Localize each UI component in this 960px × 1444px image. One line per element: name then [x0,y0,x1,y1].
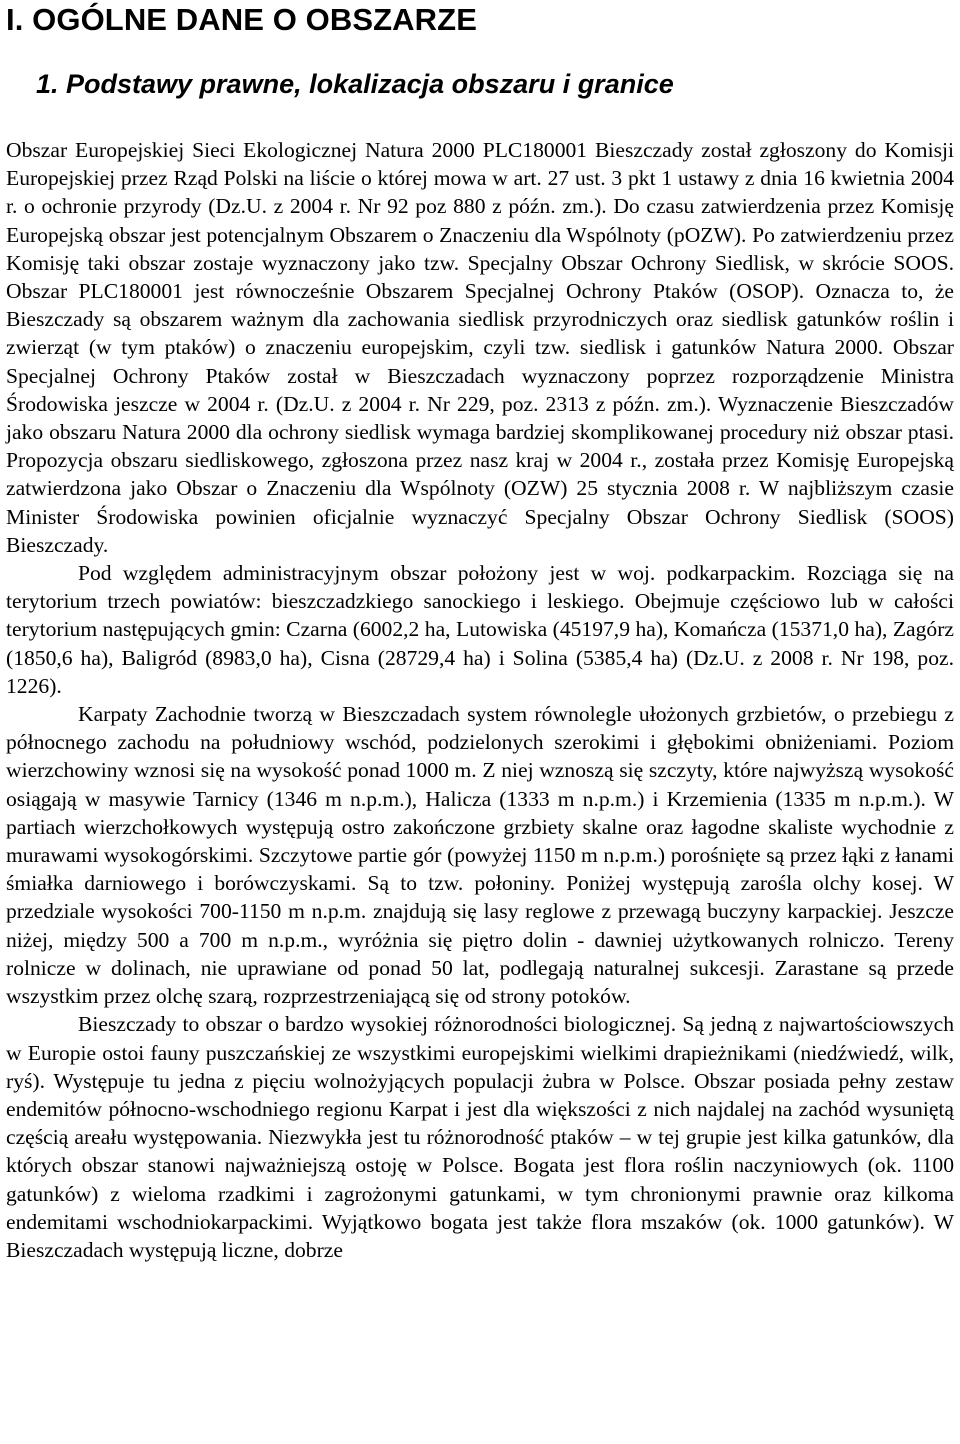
paragraph-geography: Karpaty Zachodnie tworzą w Bieszczadach system równolegle ułożonych grzbietów, o przebiegu z północnego zachodu na południowy wschód, podzielonych szerokimi i głębokimi obniżeniami. Poziom wierzchowiny wznosi się na wysokość ponad 1000 m. Z niej wznoszą się szczyty, które najwyższą wysokość osiągają w masywie Tarnicy (1346 m n.p.m.), Halicza (1333 m n.p.m.) i Krzemienia (1335 m n.p.m.). W partiach wierzchołkowych występują ostro zakończone grzbiety skalne oraz łagodne skaliste wychodnie z murawami wysokogórskimi. Szczytowe partie gór (powyżej 1150 m n.p.m.) porośnięte są przez łąki z łanami śmiałka darniowego i borówczyskami. Są to tzw. połoniny. Poniżej występują zarośla olchy kosej. W przedziale wysokości 700-1150 m n.p.m. znajdują się lasy reglowe z przewagą buczyny karpackiej. Jeszcze niżej, między 500 a 700 m n.p.m., wyróżnia się piętro dolin - dawniej użytkowanych rolniczo. Tereny rolnicze w dolinach, nie uprawiane od ponad 50 lat, podlegają naturalnej sukcesji. Zarastane są przede wszystkim przez olchę szarą, rozprzestrzeniającą się od strony potoków. [6,702,954,1009]
document-body [6,136,954,1264]
subsection-heading: 1. Podstawy prawne, lokalizacja obszaru i granice [36,69,674,99]
paragraph-administrative: Pod względem administracyjnym obszar położony jest w woj. podkarpackim. Rozciąga się na terytorium trzech powiatów: bieszczadzkiego sanockiego i leskiego. Obejmuje częściowo lub w całości terytorium następujących gmin: Czarna (6002,2 ha, Lutowiska (45197,9 ha), Komańcza (15371,0 ha), Zagórz (1850,6 ha), Baligród (8983,0 ha), Cisna (28729,4 ha) i Solina (5385,4 ha) (Dz.U. z 2008 r. Nr 198, poz. 1226). [6,561,954,698]
paragraph-biodiversity: Bieszczady to obszar o bardzo wysokiej różnorodności biologicznej. Są jedną z najwartościowszych w Europie ostoi fauny puszczańskiej ze wszystkimi europejskimi wielkimi drapieżnikami (niedźwiedź, wilk, ryś). Występuje tu jedna z pięciu wolnożyjących populacji żubra w Polsce. Obszar posiada pełny zestaw endemitów północno-wschodniego regionu Karpat i jest dla większości z nich najdalej na zachód wysuniętą częścią areału występowania. Niezwykła jest tu różnorodność ptaków – w tej grupie jest kilka gatunków, dla których obszar stanowi najważniejszą ostoję w Polsce. Bogata jest flora roślin naczyniowych (ok. 1100 gatunków) z wieloma rzadkimi i zagrożonymi gatunkami, w tym chronionymi prawnie oraz kilkoma endemitami wschodniokarpackimi. Wyjątkowo bogata jest także flora mszaków (ok. 1000 gatunków). W Bieszczadach występują liczne, dobrze [6,1012,954,1262]
paragraph-legal-basis: Obszar Europejskiej Sieci Ekologicznej Natura 2000 PLC180001 Bieszczady został zgłoszony do Komisji Europejskiej przez Rząd Polski na liście o której mowa w art. 27 ust. 3 pkt 1 ustawy z dnia 16 kwietnia 2004 r. o ochronie przyrody (Dz.U. z 2004 r. Nr 92 poz 880 z późn. zm.). Do czasu zatwierdzenia przez Komisję Europejską obszar jest potencjalnym Obszarem o Znaczeniu dla Wspólnoty (pOZW). Po zatwierdzeniu przez Komisję taki obszar zostaje wyznaczony jako tzw. Specjalny Obszar Ochrony Siedlisk, w skrócie SOOS. Obszar PLC180001 jest równocześnie Obszarem Specjalnej Ochrony Ptaków (OSOP). Oznacza to, że Bieszczady są obszarem ważnym dla zachowania siedlisk przyrodniczych oraz siedlisk gatunków roślin i zwierząt (w tym ptaków) o znaczeniu europejskim, czyli tzw. siedlisk i gatunków Natura 2000. Obszar Specjalnej Ochrony Ptaków został w Bieszczadach wyznaczony poprzez rozporządzenie Ministra Środowiska jeszcze w 2004 r. (Dz.U. z 2004 r. Nr 229, poz. 2313 z późn. zm.). Wyznaczenie Bieszczadów jako obszaru Natura 2000 dla ochrony siedlisk wymaga bardziej skomplikowanej procedury niż obszar ptasi. Propozycja obszaru siedliskowego, zgłoszona przez nasz kraj w 2004 r., została przez Komisję Europejską zatwierdzona jako Obszar o Znaczeniu dla Wspólnoty (OZW) 25 stycznia 2008 r. W najbliższym czasie Minister Środowiska powinien oficjalnie wyznaczyć Specjalny Obszar Ochrony Siedlisk (SOOS) Bieszczady. [6,138,954,557]
section-heading: I. OGÓLNE DANE O OBSZARZE [6,2,477,37]
